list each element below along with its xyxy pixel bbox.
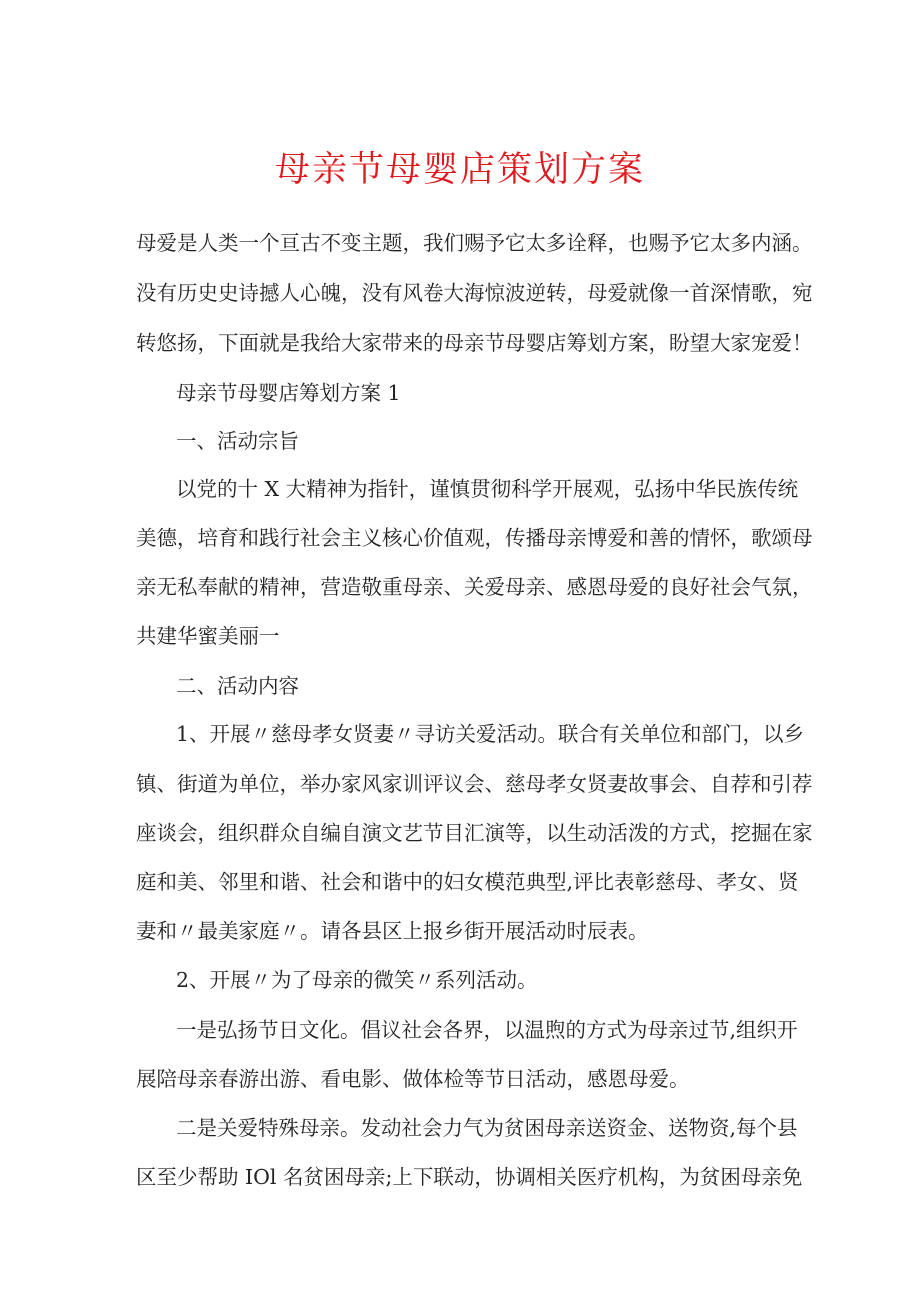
content-1-line-3: 座谈会，组织群众自编自演文艺节目汇演等，以生动活泼的方式，挖掘在家 — [136, 821, 813, 845]
document-title: 母亲节母婴店策划方案 — [274, 150, 645, 190]
content-1-line-1: 1、开展〃慈母孝女贤妻〃寻访关爱活动。联合有关单位和部门，以乡 — [176, 722, 805, 746]
content-2b-line-1: 二是关爱特殊母亲。发动社会力气为贫困母亲送资金、送物资,每个县 — [176, 1116, 798, 1140]
content-2b-line-2: 区至少帮助 IOl 名贫困母亲;上下联动，协调相关医疗机构，为贫困母亲免 — [136, 1165, 803, 1189]
intro-line-1: 母爱是人类一个亘古不变主题，我们赐予它太多诠释，也赐予它太多内涵。 — [136, 231, 813, 255]
content-1-line-5: 妻和〃最美家庭〃。请各县区上报乡街开展活动时辰表。 — [136, 919, 649, 943]
purpose-line-3: 亲无私奉献的精神，营造敬重母亲、关爱母亲、感恩母爱的良好社会气氛， — [136, 575, 813, 599]
section-heading-plan-1: 母亲节母婴店筹划方案 1 — [176, 381, 401, 405]
content-2a-line-2: 展陪母亲春游出游、看电影、做体检等节日活动，感恩母爱。 — [136, 1067, 690, 1091]
section-heading-purpose: 一、活动宗旨 — [176, 429, 299, 453]
intro-line-3: 转悠扬，下面就是我给大家带来的母亲节母婴店筹划方案，盼望大家宠爱！ — [136, 331, 813, 355]
purpose-line-1: 以党的十 X 大精神为指针，谨慎贯彻科学开展观，弘扬中华民族传统 — [176, 477, 799, 501]
section-heading-content: 二、活动内容 — [176, 674, 299, 698]
intro-line-2: 没有历史史诗撼人心魄，没有风卷大海惊波逆转，母爱就像一首深情歌，宛 — [136, 281, 813, 305]
content-2a-line-1: 一是弘扬节日文化。倡议社会各界，以温煦的方式为母亲过节,组织开 — [176, 1018, 798, 1042]
purpose-line-4: 共建华蜜美丽一 — [136, 624, 280, 648]
content-2-heading: 2、开展〃为了母亲的微笑〃系列活动。 — [176, 968, 538, 992]
purpose-line-2: 美德，培育和践行社会主义核心价值观，传播母亲博爱和善的情怀，歌颂母 — [136, 526, 813, 550]
content-1-line-2: 镇、街道为单位，举办家风家训评议会、慈母孝女贤妻故事会、自荐和引荐 — [136, 772, 813, 796]
content-1-line-4: 庭和美、邻里和谐、社会和谐中的妇女模范典型,评比表彰慈母、孝女、贤 — [136, 870, 799, 894]
